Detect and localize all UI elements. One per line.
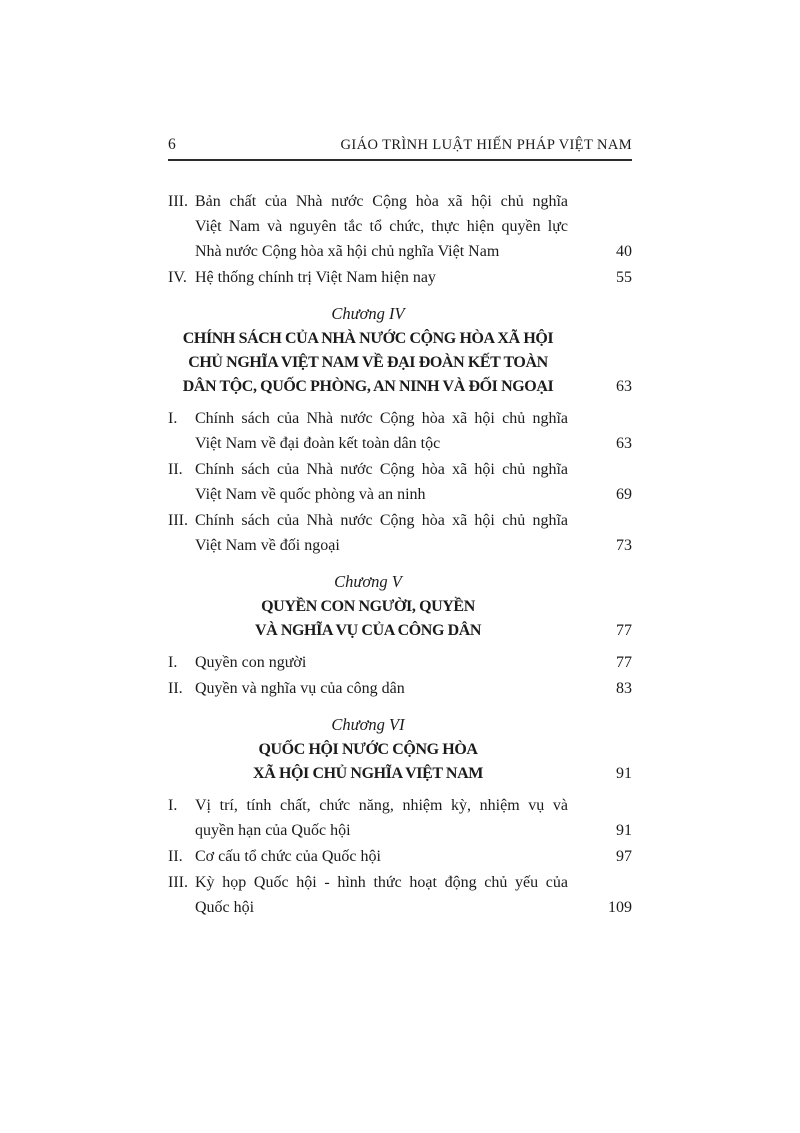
- entry-lines: [195, 265, 568, 290]
- header-page-number: 6: [168, 136, 176, 153]
- entry-line: Vị trí, tính chất, chức năng, nhiệm kỳ, nhiệm vụ và: [195, 797, 568, 814]
- toc-entry: [168, 406, 632, 456]
- entry-page-number: 63: [616, 435, 632, 452]
- page-content: [168, 136, 632, 921]
- chapter-title-line: DÂN TỘC, QUỐC PHÒNG, AN NINH VÀ ĐỐI NGOẠI: [182, 378, 554, 395]
- entry-line: Quyền con người: [195, 654, 307, 671]
- toc-entry: [168, 870, 632, 920]
- entry-page-number: 77: [616, 654, 632, 671]
- entry-page-number: 91: [616, 822, 632, 839]
- entry-line: Việt Nam về quốc phòng và an ninh: [195, 486, 426, 503]
- entry-page-number: 83: [616, 680, 632, 697]
- entry-line: Việt Nam về đại đoàn kết toàn dân tộc: [195, 435, 441, 452]
- entry-lines: [195, 406, 568, 456]
- entry-numeral: III.: [168, 874, 188, 891]
- entry-numeral: II.: [168, 461, 183, 478]
- toc-entry: [168, 650, 632, 675]
- entry-line: Cơ cấu tổ chức của Quốc hội: [195, 848, 381, 865]
- header-book-title: GIÁO TRÌNH LUẬT HIẾN PHÁP VIỆT NAM: [340, 137, 632, 153]
- chapter-title-line: QUỐC HỘI NƯỚC CỘNG HÒA: [258, 741, 478, 758]
- toc-chapter: [168, 712, 632, 786]
- entry-line: Chính sách của Nhà nước Cộng hòa xã hội chủ nghĩa: [195, 512, 568, 529]
- entry-lines: [195, 793, 568, 843]
- chapter-title-line: XÃ HỘI CHỦ NGHĨA VIỆT NAM: [253, 765, 483, 782]
- entry-line: Quyền và nghĩa vụ của công dân: [195, 680, 405, 697]
- entry-line: Kỳ họp Quốc hội - hình thức hoạt động chủ yếu của: [195, 874, 568, 891]
- toc-entry: [168, 265, 632, 290]
- toc-entry: [168, 457, 632, 507]
- entry-lines: [195, 870, 568, 920]
- entry-line: Việt Nam về đối ngoại: [195, 537, 340, 554]
- entry-line: Chính sách của Nhà nước Cộng hòa xã hội chủ nghĩa: [195, 461, 568, 478]
- entry-numeral: III.: [168, 193, 188, 210]
- entry-page-number: 73: [616, 537, 632, 554]
- entry-page-number: 69: [616, 486, 632, 503]
- chapter-title: [168, 595, 568, 643]
- toc-entry: [168, 189, 632, 264]
- entry-lines: [195, 676, 568, 701]
- chapter-title: [168, 327, 568, 399]
- entry-numeral: IV.: [168, 269, 187, 286]
- entry-lines: [195, 457, 568, 507]
- entry-numeral: II.: [168, 848, 183, 865]
- toc-entry: [168, 508, 632, 558]
- entry-lines: [195, 650, 568, 675]
- entry-line: Việt Nam và nguyên tắc tổ chức, thực hiện quyền lực: [195, 218, 568, 235]
- entry-numeral: III.: [168, 512, 188, 529]
- entry-line: Quốc hội: [195, 899, 255, 916]
- toc-entry: [168, 676, 632, 701]
- entry-line: Chính sách của Nhà nước Cộng hòa xã hội chủ nghĩa: [195, 410, 568, 427]
- entry-numeral: I.: [168, 410, 178, 427]
- entry-page-number: 109: [608, 899, 632, 916]
- entry-page-number: 40: [616, 243, 632, 260]
- entry-lines: [195, 844, 568, 869]
- chapter-title: [168, 738, 568, 786]
- entry-line: Nhà nước Cộng hòa xã hội chủ nghĩa Việt Nam: [195, 243, 500, 260]
- chapter-title-line: VÀ NGHĨA VỤ CỦA CÔNG DÂN: [254, 622, 482, 639]
- entry-numeral: I.: [168, 654, 178, 671]
- entry-lines: [195, 508, 568, 558]
- toc: [168, 189, 632, 920]
- entry-numeral: I.: [168, 797, 178, 814]
- chapter-label: Chương IV: [331, 304, 405, 323]
- chapter-page-number: 77: [616, 622, 632, 639]
- chapter-page-number: 91: [616, 765, 632, 782]
- entry-numeral: II.: [168, 680, 183, 697]
- entry-page-number: 55: [616, 269, 632, 286]
- chapter-title-line: QUYỀN CON NGƯỜI, QUYỀN: [261, 598, 475, 615]
- chapter-title-line: CHỦ NGHĨA VIỆT NAM VỀ ĐẠI ĐOÀN KẾT TOÀN: [188, 354, 548, 371]
- entry-line: quyền hạn của Quốc hội: [195, 822, 351, 839]
- entry-line: Hệ thống chính trị Việt Nam hiện nay: [195, 269, 436, 286]
- toc-chapter: [168, 569, 632, 643]
- chapter-title-line: CHÍNH SÁCH CỦA NHÀ NƯỚC CỘNG HÒA XÃ HỘI: [182, 330, 554, 347]
- chapter-label: Chương VI: [331, 715, 405, 734]
- toc-chapter: [168, 301, 632, 399]
- running-head: [168, 136, 632, 161]
- chapter-page-number: 63: [616, 378, 632, 395]
- entry-lines: [195, 189, 568, 264]
- chapter-label: Chương V: [334, 572, 402, 591]
- toc-entry: [168, 844, 632, 869]
- toc-entry: [168, 793, 632, 843]
- entry-page-number: 97: [616, 848, 632, 865]
- entry-line: Bản chất của Nhà nước Cộng hòa xã hội chủ nghĩa: [195, 193, 568, 210]
